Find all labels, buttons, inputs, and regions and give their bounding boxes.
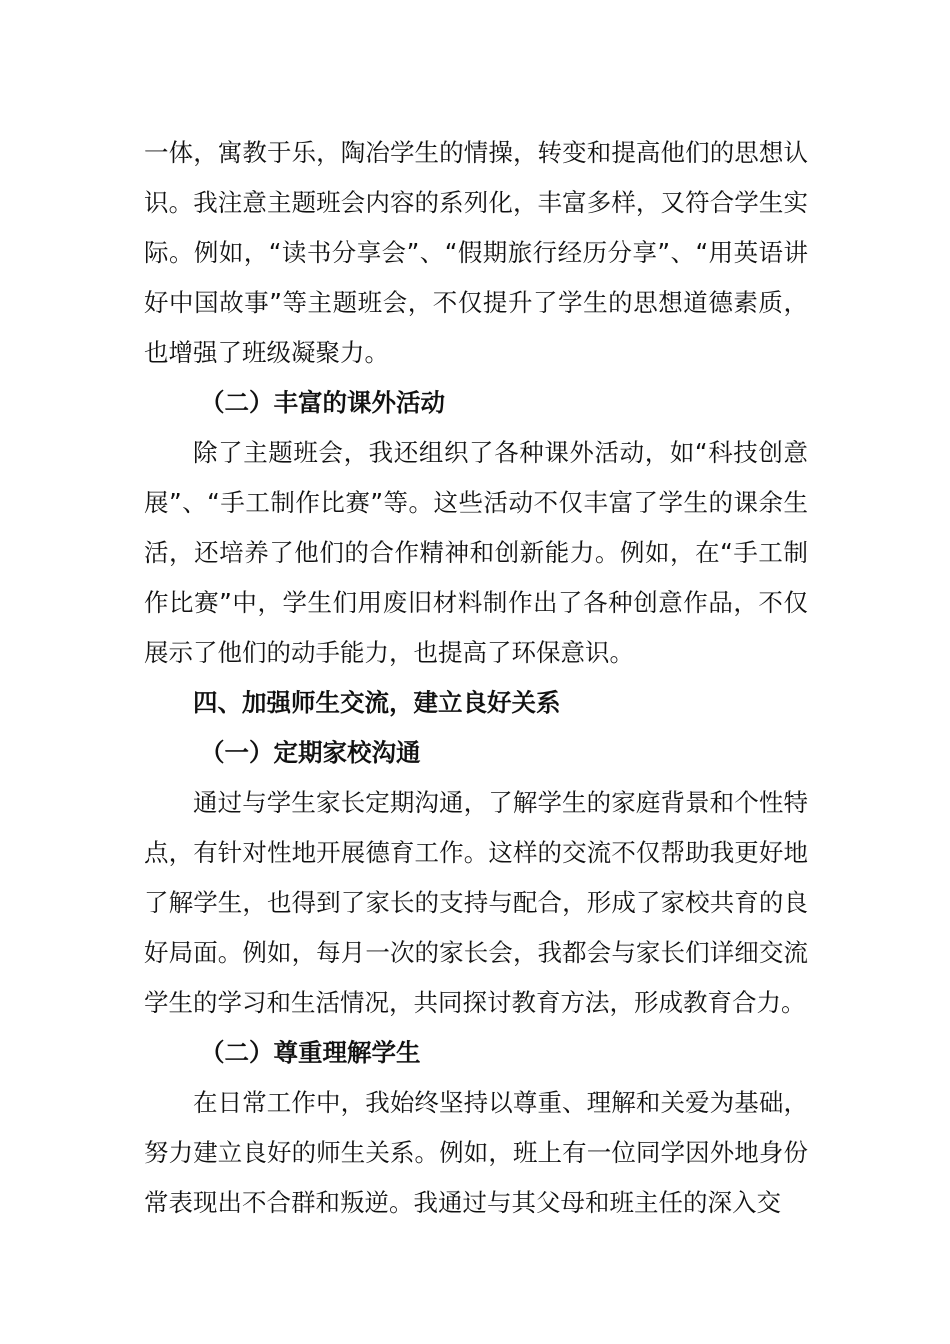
subheading-respect-understand-students: （二）尊重理解学生 bbox=[200, 1038, 421, 1067]
paragraph-extracurricular-activities: 除了主题班会，我还组织了各种课外活动，如“科技创意展”、“手工制作比赛”等。这些活动不仅丰富了学生的课余生活，还培养了他们的合作精神和创新能力。例如，在“手工制作比赛”中，学生们用废旧材料制作出了各种创意作品，不仅展示了他们的动手能力，也提高了环保意识。 bbox=[144, 438, 808, 667]
paragraph-theme-class-meetings: 一体，寓教于乐，陶冶学生的情操，转变和提高他们的思想认识。我注意主题班会内容的系列化，丰富多样，又符合学生实际。例如，“读书分享会”、“假期旅行经历分享”、“用英语讲好中国故事”等主题班会，不仅提升了学生的思想道德素质，也增强了班级凝聚力。 bbox=[144, 138, 808, 367]
document-body bbox=[144, 128, 808, 1228]
paragraph-home-school-communication: 通过与学生家长定期沟通，了解学生的家庭背景和个性特点，有针对性地开展德育工作。这样的交流不仅帮助我更好地了解学生，也得到了家长的支持与配合，形成了家校共育的良好局面。例如，每月一次的家长会，我都会与家长们详细交流学生的学习和生活情况，共同探讨教育方法，形成教育合力。 bbox=[144, 788, 808, 1017]
subheading-extracurricular-activities: （二）丰富的课外活动 bbox=[200, 388, 445, 417]
paragraph-respect-understand-students: 在日常工作中，我始终坚持以尊重、理解和关爱为基础，努力建立良好的师生关系。例如，班上有一位同学因外地身份常表现出不合群和叛逆。我通过与其父母和班主任的深入交 bbox=[144, 1088, 808, 1217]
subheading-home-school-communication: （一）定期家校沟通 bbox=[200, 738, 421, 767]
section-heading-teacher-student-communication: 四、加强师生交流，建立良好关系 bbox=[193, 688, 561, 717]
